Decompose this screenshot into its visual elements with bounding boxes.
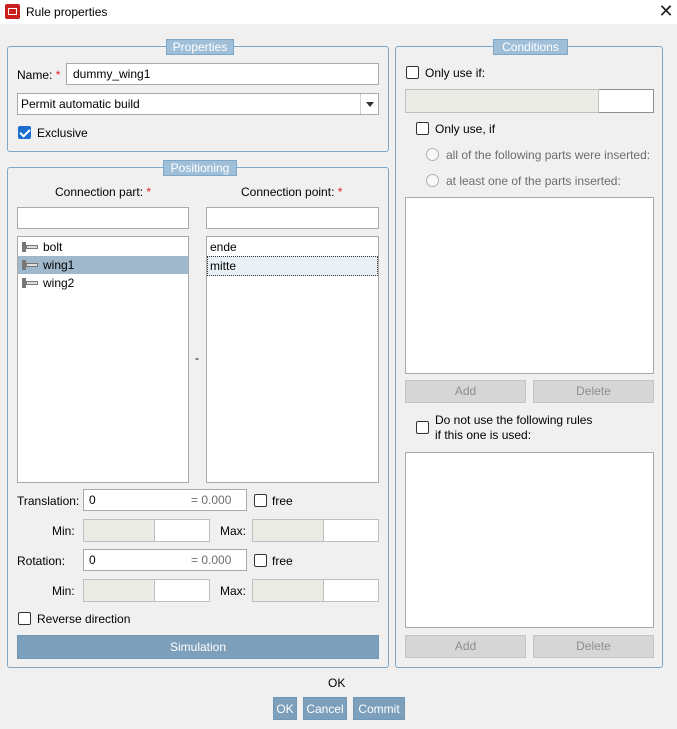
- conditions-legend: Conditions: [493, 39, 568, 55]
- condition-add-button[interactable]: Add: [405, 380, 526, 403]
- status-text: OK: [328, 676, 346, 690]
- rules-add-button[interactable]: Add: [405, 635, 526, 658]
- exclusive-checkbox[interactable]: [18, 126, 31, 139]
- list-separator: -: [195, 351, 199, 365]
- translation-free-label: free: [272, 494, 293, 508]
- rotation-min-field[interactable]: [83, 579, 155, 602]
- only-use-parts-checkbox[interactable]: [416, 122, 429, 135]
- list-item-ende[interactable]: ende: [210, 240, 237, 254]
- connection-part-label: Connection part: *: [55, 185, 152, 199]
- part-icon: [22, 278, 38, 288]
- connection-point-label: Connection point: *: [241, 185, 343, 199]
- translation-min-field[interactable]: [83, 519, 155, 542]
- list-item-bolt[interactable]: bolt: [18, 238, 188, 256]
- translation-max-unit: [324, 519, 379, 542]
- properties-legend: Properties: [166, 39, 234, 55]
- translation-computed: = 0.000: [191, 493, 232, 507]
- build-mode-select[interactable]: [17, 93, 379, 115]
- only-use-parts-label: Only use, if: [435, 122, 496, 136]
- connection-part-filter[interactable]: [17, 207, 189, 229]
- translation-min-unit: [155, 519, 210, 542]
- rotation-min-label: Min:: [52, 584, 75, 598]
- translation-label: Translation:: [17, 494, 80, 508]
- do-not-use-checkbox[interactable]: [416, 421, 429, 434]
- name-label: Name: *: [17, 68, 61, 82]
- connection-point-filter[interactable]: [206, 207, 379, 229]
- translation-max-label: Max:: [220, 524, 247, 538]
- all-parts-radio[interactable]: [426, 148, 439, 161]
- reverse-direction-label: Reverse direction: [37, 612, 131, 626]
- only-use-if-field[interactable]: [405, 89, 599, 113]
- translation-free-checkbox[interactable]: [254, 494, 267, 507]
- rotation-max-label: Max:: [220, 584, 247, 598]
- rotation-max-field[interactable]: [252, 579, 324, 602]
- app-icon: [5, 4, 20, 19]
- part-icon: [22, 260, 38, 270]
- only-use-if-extra: [599, 89, 654, 113]
- rotation-label: Rotation:: [17, 554, 66, 568]
- only-use-if-checkbox[interactable]: [406, 66, 419, 79]
- name-input[interactable]: dummy_wing1: [66, 63, 379, 85]
- excluded-rules-list[interactable]: [405, 452, 654, 628]
- only-use-if-label: Only use if:: [425, 66, 486, 80]
- rules-delete-button[interactable]: Delete: [533, 635, 654, 658]
- connection-point-list[interactable]: [206, 236, 379, 483]
- list-item-wing2[interactable]: wing2: [18, 274, 188, 292]
- positioning-legend: Positioning: [163, 160, 237, 176]
- rotation-min-unit: [155, 579, 210, 602]
- rotation-computed: = 0.000: [191, 553, 232, 567]
- commit-button[interactable]: Commit: [353, 697, 405, 720]
- ok-button[interactable]: OK: [273, 697, 297, 720]
- rotation-input[interactable]: 0: [83, 549, 247, 571]
- exclusive-label: Exclusive: [37, 126, 88, 140]
- condition-delete-button[interactable]: Delete: [533, 380, 654, 403]
- rotation-free-label: free: [272, 554, 293, 568]
- do-not-use-label: Do not use the following rules if this one is used:: [435, 413, 593, 442]
- translation-min-label: Min:: [52, 524, 75, 538]
- translation-max-field[interactable]: [252, 519, 324, 542]
- window-title: Rule properties: [26, 5, 108, 19]
- translation-input[interactable]: 0: [83, 489, 247, 511]
- condition-parts-list[interactable]: [405, 197, 654, 374]
- connection-part-list[interactable]: [17, 236, 189, 483]
- chevron-down-icon: [366, 102, 374, 107]
- rotation-max-unit: [324, 579, 379, 602]
- build-mode-value: Permit automatic build: [21, 97, 140, 111]
- all-parts-label: all of the following parts were inserted:: [446, 148, 651, 162]
- dropdown-button[interactable]: [360, 94, 378, 114]
- list-item-wing1[interactable]: wing1: [18, 256, 188, 274]
- close-icon[interactable]: ✕: [658, 1, 674, 21]
- one-part-radio[interactable]: [426, 174, 439, 187]
- reverse-direction-checkbox[interactable]: [18, 612, 31, 625]
- list-item-mitte[interactable]: mitte: [207, 256, 378, 276]
- cancel-button[interactable]: Cancel: [303, 697, 347, 720]
- simulation-button[interactable]: Simulation: [17, 635, 379, 659]
- part-icon: [22, 242, 38, 252]
- rotation-free-checkbox[interactable]: [254, 554, 267, 567]
- one-part-label: at least one of the parts inserted:: [446, 174, 621, 188]
